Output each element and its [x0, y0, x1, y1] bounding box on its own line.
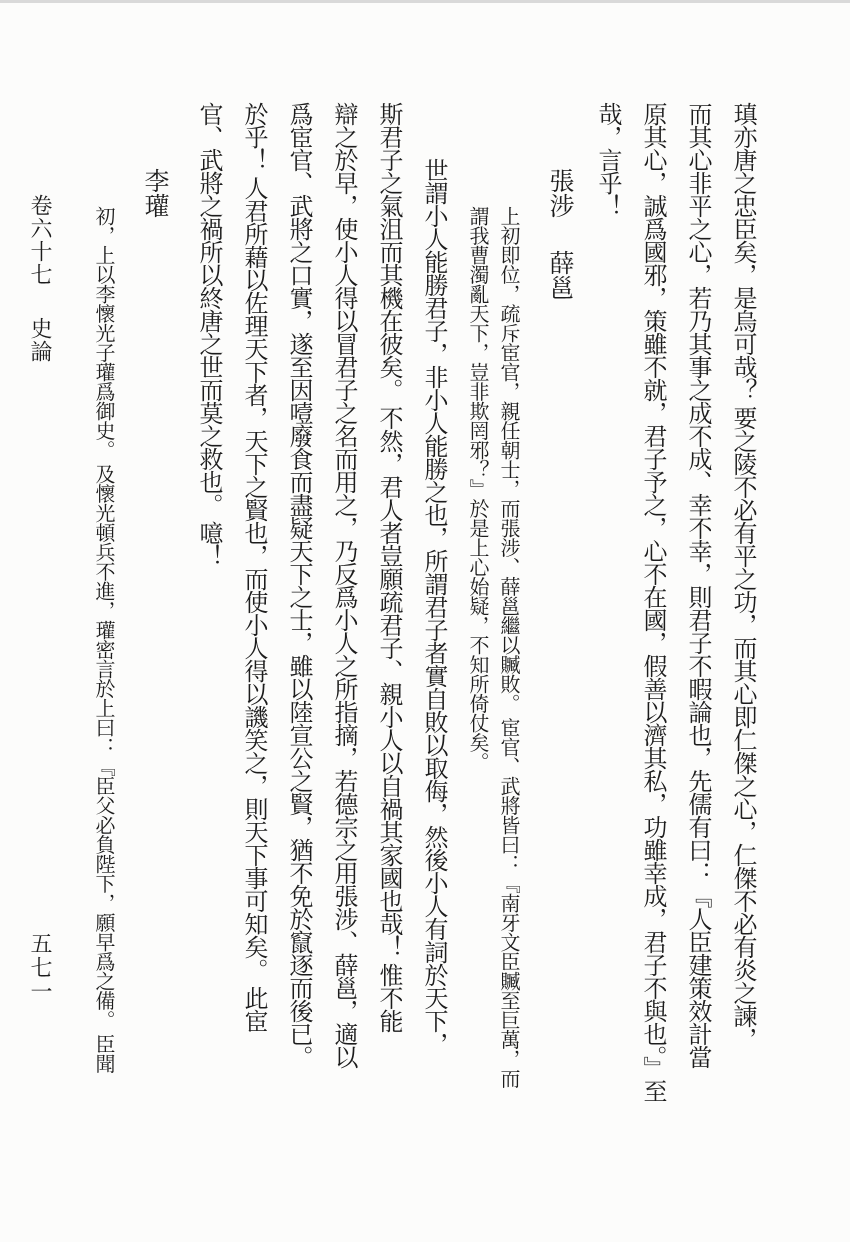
commentary1-column-3: 原其心，誠爲國邪，策雖不就，君子予之，心不在國，假善以濟其私，功雖幸成，君子不與也。』至 — [639, 102, 665, 1102]
section-heading-li-guan — [132, 102, 177, 1164]
heading-name-li-guan: 李瓘 — [141, 168, 168, 218]
commentary1-column-4: 哉，言乎！ — [594, 102, 620, 217]
commentary2-column-6: 官、武將之禍所以終唐之世而莫之救也。 噫！ — [195, 102, 221, 567]
folio-volume-label: 卷六十七 — [28, 194, 53, 286]
scan-edge-shadow — [0, 0, 850, 3]
commentary2-column-1: 世謂小人能勝君子，非小人能勝之也，所謂君子者實自敗以取侮，然後小人有詞於天下， — [420, 158, 446, 1055]
quote1-column-2: 謂我曹濁亂天下，豈非欺罔邪？』於是上心始疑，不知所倚仗矣。 — [466, 206, 488, 772]
commentary2-column-4: 爲宦官、武將之口實，遂至因噎廢食而盡疑天下之士，雖以陸宣公之賢，猶不免於竄逐而後已。 — [285, 102, 311, 1068]
page-number: 五七一 — [28, 932, 53, 1004]
heading-name-zhang-she: 張涉 — [546, 168, 573, 218]
main-text-block — [87, 102, 764, 1164]
margin-folio — [24, 194, 56, 363]
commentary1-column-2: 而其心非平之心，若乃其事之成不成、幸不幸，則君子不暇論也，先儒有曰：『人臣建策效計當 — [684, 102, 710, 1068]
commentary2-column-5: 於乎！ 人君所藉以佐理天下者，天下之賢也，而使小人得以譏笑之，則天下事可知矣。 此宦 — [240, 102, 266, 1032]
commentary2-column-3: 辯之於早，使小人得以冒君子之名而用之，乃反爲小人之所指摘，若德宗之用張涉、薛邕，適以 — [330, 102, 356, 1068]
folio-book-title: 史論 — [28, 316, 53, 363]
quote2-column-1: 初，上以李懷光子瓘爲御史。 及懷光頓兵不進，瓘密言於上曰：『臣父必負陛下，願早爲之備。 臣聞 — [92, 206, 114, 1073]
commentary1-column-1: 瑱亦唐之忠臣矣，是烏可哉？ 要之陵不必有平之功，而其心即仁傑之心，仁傑不必有炎之諫， — [729, 102, 755, 1050]
quote1-column-1: 上初即位，疏斥宦官，親任朝士，而張涉、薛邕繼以贓敗。 宦官、武將皆曰：『南牙文臣贓至巨萬，而 — [497, 206, 519, 1088]
heading-name-xue-yong: 薛邕 — [546, 250, 573, 301]
commentary2-column-2: 斯君子之氣沮而其機在彼矣。 不然，君人者豈願疏君子、親小人以自禍其家國也哉！ 惟不能 — [375, 102, 401, 1032]
section-heading-zhang-she-xue-yong — [537, 102, 582, 1164]
